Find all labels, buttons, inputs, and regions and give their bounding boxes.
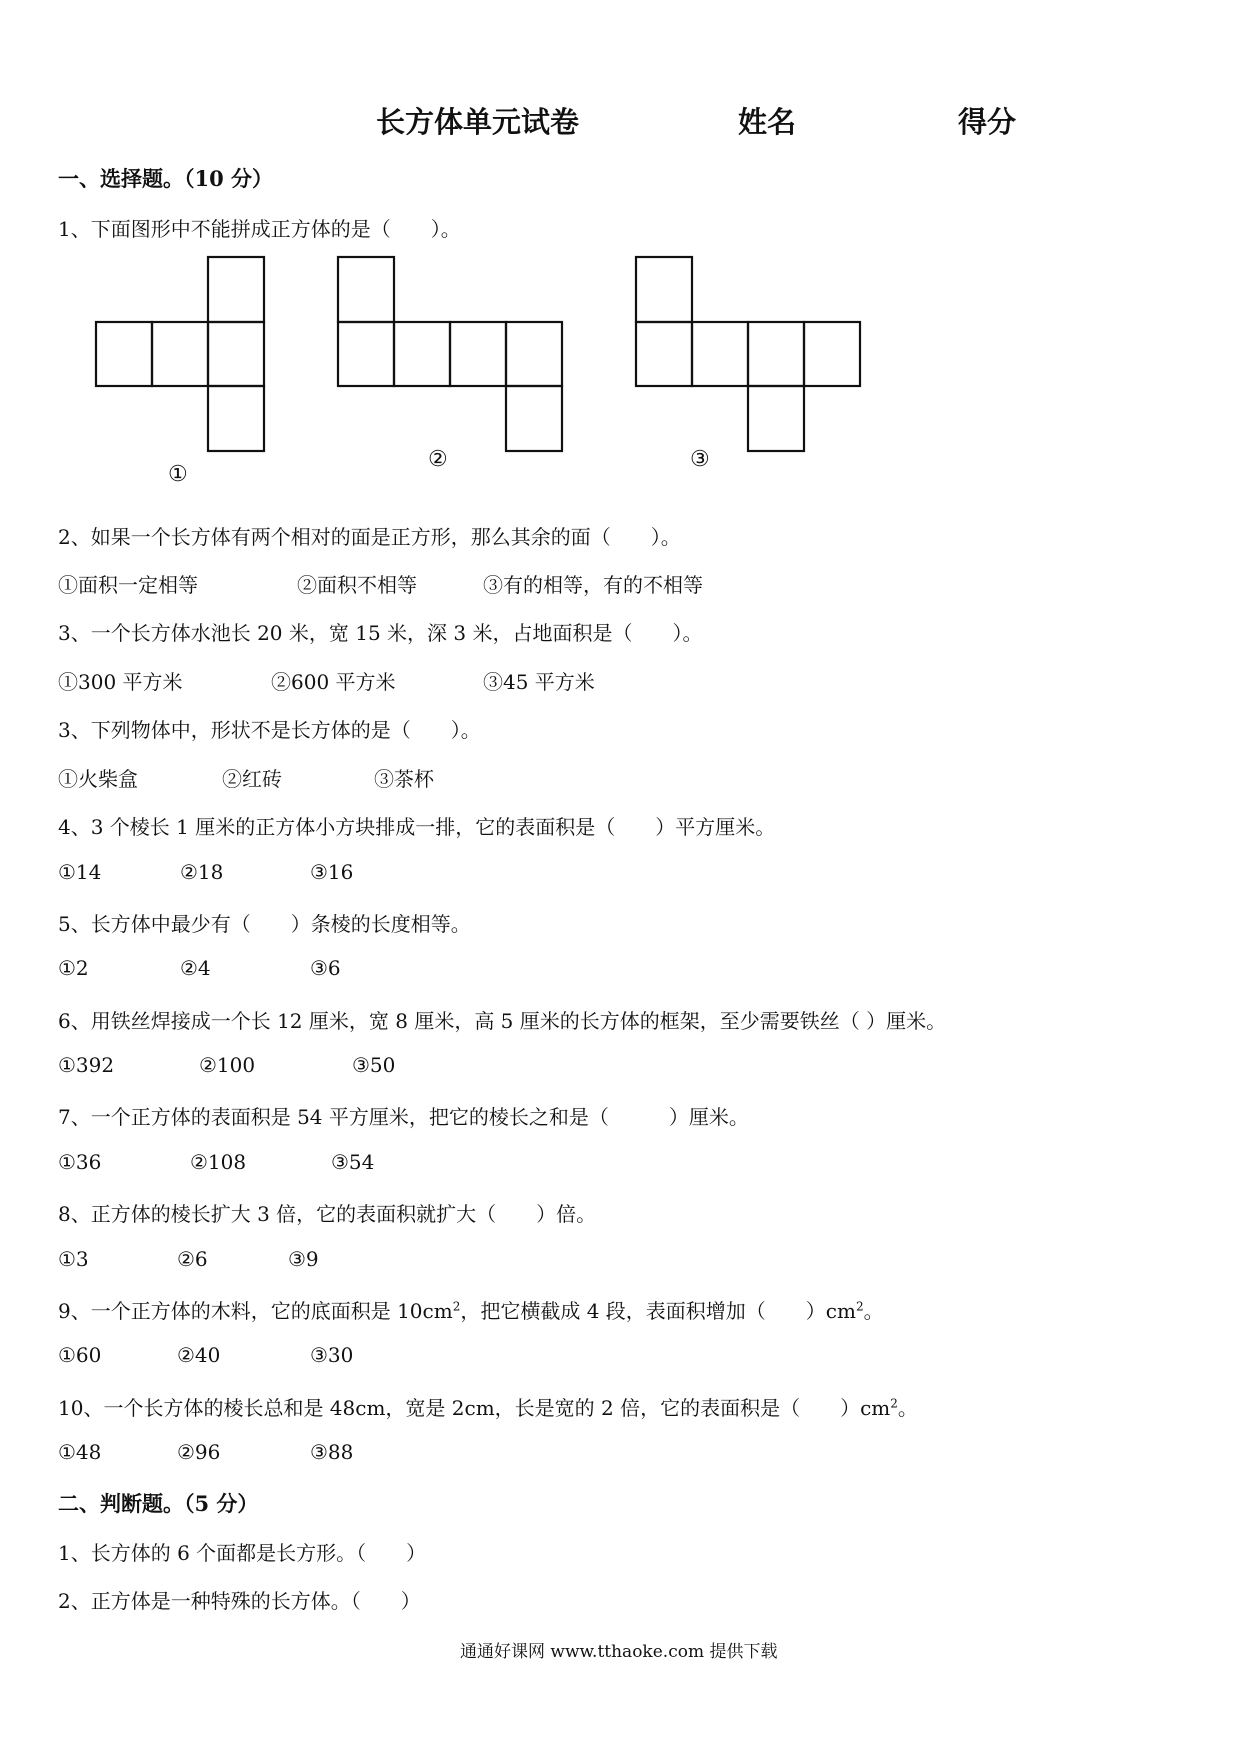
q5-option-2: ②4 <box>180 956 211 980</box>
q4-option-1: ①14 <box>58 860 102 884</box>
q5-option-3: ③6 <box>310 956 341 980</box>
q9-option-1: ①60 <box>58 1343 102 1367</box>
figure-label-3: ③ <box>690 447 710 472</box>
q3b-option-1: ①火柴盒 <box>58 767 138 791</box>
judge-question-2: 2、正方体是一种特殊的长方体。（ ） <box>58 1589 421 1613</box>
q2-option-1: ①面积一定相等 <box>58 573 198 597</box>
q10-sup: 2 <box>890 1396 898 1411</box>
q2-option-2: ②面积不相等 <box>297 573 417 597</box>
figure-label-2: ② <box>428 447 448 472</box>
question-9 <box>58 1295 884 1324</box>
judge-question-1: 1、长方体的 6 个面都是长方形。（ ） <box>58 1541 427 1565</box>
q9-sup-1: 2 <box>452 1299 461 1314</box>
cube-net-1 <box>96 257 264 451</box>
footer-credit: 通通好课网 www.tthaoke.com 提供下载 <box>460 1642 778 1662</box>
question-5: 5、长方体中最少有（ ）条棱的长度相等。 <box>58 912 471 936</box>
q7-option-2: ②108 <box>190 1150 247 1174</box>
q6-option-3: ③50 <box>352 1053 396 1077</box>
q6-option-1: ①392 <box>58 1053 115 1077</box>
question-3: 3、一个长方体水池长 20 米，宽 15 米，深 3 米，占地面积是（ ）。 <box>58 621 703 645</box>
q3-option-3: ③45 平方米 <box>483 670 595 694</box>
q3-option-2: ②600 平方米 <box>271 670 396 694</box>
question-2: 2、如果一个长方体有两个相对的面是正方形，那么其余的面（ ）。 <box>58 525 681 549</box>
figure-label-1: ① <box>168 462 188 487</box>
cube-net-3 <box>636 257 860 451</box>
q3-option-1: ①300 平方米 <box>58 670 183 694</box>
q4-option-3: ③16 <box>310 860 354 884</box>
question-10 <box>58 1392 918 1421</box>
score-label: 得分 <box>958 105 1017 139</box>
q10-option-2: ②96 <box>177 1440 221 1464</box>
cube-net-2 <box>338 257 562 451</box>
q6-option-2: ②100 <box>199 1053 256 1077</box>
cube-net-figures <box>0 0 1240 500</box>
q9-text-c: 。 <box>863 1299 884 1323</box>
page-title: 长方体单元试卷 <box>376 105 580 139</box>
q8-option-3: ③9 <box>288 1247 319 1271</box>
q9-option-2: ②40 <box>177 1343 221 1367</box>
q7-option-1: ①36 <box>58 1150 102 1174</box>
q2-option-3: ③有的相等，有的不相等 <box>483 573 703 597</box>
q8-option-2: ②6 <box>177 1247 208 1271</box>
q8-option-1: ①3 <box>58 1247 89 1271</box>
q10-option-1: ①48 <box>58 1440 102 1464</box>
question-8: 8、正方体的棱长扩大 3 倍，它的表面积就扩大（ ）倍。 <box>58 1202 597 1226</box>
q10-text-c: 。 <box>897 1396 918 1420</box>
question-1: 1、下面图形中不能拼成正方体的是（ ）。 <box>58 217 461 241</box>
q5-option-1: ①2 <box>58 956 89 980</box>
name-label: 姓名 <box>738 105 797 139</box>
q9-sup-2: 2 <box>855 1299 864 1314</box>
q9-text-b: ，把它横截成 4 段，表面积增加（ ）cm <box>460 1299 856 1323</box>
q3b-option-2: ②红砖 <box>222 767 282 791</box>
question-3b: 3、下列物体中，形状不是长方体的是（ ）。 <box>58 718 481 742</box>
q10-option-3: ③88 <box>310 1440 354 1464</box>
section-title-judge: 二、判断题。（5 分） <box>58 1491 259 1516</box>
q9-text-a: 9、一个正方体的木料，它的底面积是 10cm <box>58 1299 453 1323</box>
q9-option-3: ③30 <box>310 1343 354 1367</box>
q3b-option-3: ③茶杯 <box>374 767 434 791</box>
question-4: 4、3 个棱长 1 厘米的正方体小方块排成一排，它的表面积是（ ）平方厘米。 <box>58 815 776 839</box>
question-6: 6、用铁丝焊接成一个长 12 厘米，宽 8 厘米，高 5 厘米的长方体的框架，至少需要铁丝（ ）厘米。 <box>58 1009 947 1033</box>
q4-option-2: ②18 <box>180 860 224 884</box>
q10-text-a: 10、一个长方体的棱长总和是 48cm，宽是 2cm，长是宽的 2 倍，它的表面积是（ ）cm <box>58 1396 891 1420</box>
section-title-choice: 一、选择题。（10 分） <box>58 166 274 191</box>
question-7: 7、一个正方体的表面积是 54 平方厘米，把它的棱长之和是（ ）厘米。 <box>58 1105 749 1129</box>
q7-option-3: ③54 <box>331 1150 375 1174</box>
